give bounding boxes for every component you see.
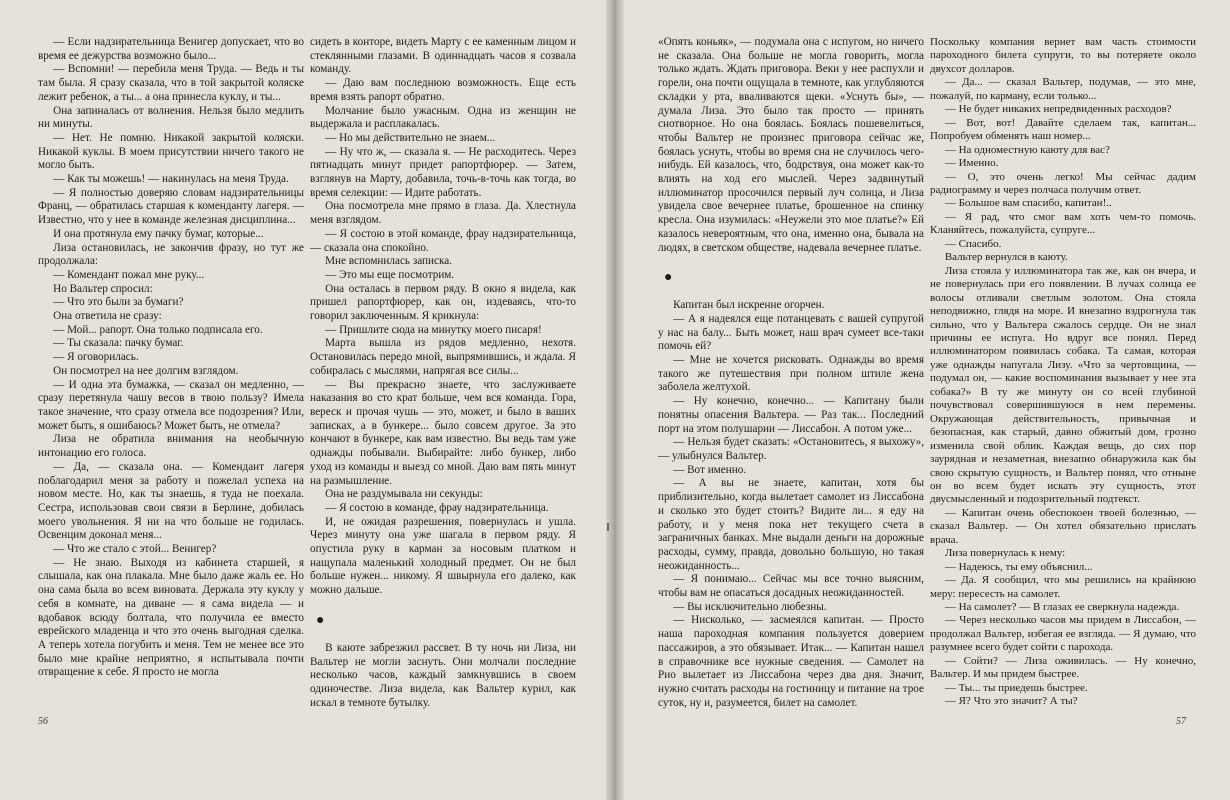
paragraph: — Ты... ты приедешь быстрее. xyxy=(944,681,1088,694)
section-ornament: ● xyxy=(664,270,673,286)
page-number-left: 56 xyxy=(38,716,48,727)
paragraph: — Но мы действительно не знаем... xyxy=(325,131,496,144)
paragraph: Лиза стояла у иллюминатора так же, как он вчера, и не повернулась при его появлении. В лучах солнца ее волосы отливали светлым золотом. Она стояла неподвижно, глядя на море. И внезапно вздрогнула так сильно, что у Вальтера сжалось сердце. Он не знал причины ее испуга. Но вдруг все понял. Перед иллюминатором появилась собака. Та самая, которая уже однажды напугала Лизу. «Что за чертовщина, — подумал он, — какие воспоминания вызывает у нее эта собака?» В ту же минуту он со всей глубиной почувствовал совершившуюся в нем перемены. Окружающая действительность, привычная и безопасная, как старый, давно обжитый дом, грозно изменила свой облик. Каждая вещь, до сих пор заурядная и незаметная, внезапно обнаружила как бы свою скрытую сущность, и Вальтер понял, что отныне он во всем будет искать эту сущность, этот двусмысленный и подозрительный подтекст. xyxy=(930,264,1196,506)
paragraph: — Я состою в этой команде, фрау надзирательница, — сказала она спокойно. xyxy=(310,227,576,254)
paragraph: — На одноместную каюту для вас? xyxy=(944,143,1110,156)
paragraph: — Это мы еще посмотрим. xyxy=(325,268,455,281)
paragraph: — Не будет никаких непредвиденных расходов? xyxy=(944,103,1172,116)
paragraph: Мне вспомнилась записка. xyxy=(325,255,453,268)
paragraph: — Мне не хочется рисковать. Однажды во время такого же путешествия при полном штиле жена заболела желтухой. xyxy=(658,354,924,394)
paragraph: Лиза повернулась к нему: xyxy=(944,547,1066,560)
paragraph: — Как ты можешь! — накинулась на меня Труда. xyxy=(53,173,289,186)
paragraph: — Я рад, что смог вам хоть чем-то помочь. Кланяйтесь, пожалуйста, супруге... xyxy=(930,210,1196,237)
text-column xyxy=(38,36,304,680)
paragraph: — Вот именно. xyxy=(673,463,747,476)
paragraph: — Ты сказала: пачку бумаг. xyxy=(53,337,184,350)
paragraph: — Надеюсь, ты ему объяснил... xyxy=(944,560,1093,573)
paragraph: — Не знаю. Выходя из кабинета старшей, я слышала, как она плакала. Мне было даже жаль ее. Но она сама была во всем виновата. Держала эту куклу у себя в комнате, на диване — я сама видела — и вдобавок всюду болтала, что получила ее вместо еврейского младенца и что это очень выгодная сделка. А теперь хотела погубить и меня. Тем не менее все это было мне крайне неприятно, я испытывала почти отвращение к себе. Я просто не могла xyxy=(38,556,304,679)
paragraph: Он посмотрел на нее долгим взглядом. xyxy=(53,364,239,377)
paragraph: И, не ожидая разрешения, повернулась и ушла. Через минуту она уже шагала в первом ряду. Я опустила руку в карман за носовым платком и нащупала маленький холодный предмет. Он не был больше нужен... никому. Я швырнула его далеко, как можно дальше. xyxy=(310,515,576,597)
paragraph: — Мой... рапорт. Она только подписала его. xyxy=(53,323,263,336)
paragraph: — Спасибо. xyxy=(944,237,1002,250)
section-ornament: ● xyxy=(316,612,325,628)
paragraph: — Комендант пожал мне руку... xyxy=(53,268,205,281)
paragraph: Но Вальтер спросил: xyxy=(53,282,153,295)
paragraph: — Пришлите сюда на минутку моего писаря! xyxy=(325,323,542,336)
paragraph: Капитан был искренне огорчен. xyxy=(673,299,825,312)
paragraph: — Я состою в команде, фрау надзирательница. xyxy=(325,501,549,514)
paragraph: Поскольку компания вернет вам часть стоимости пароходного билета супруги, то вы потеряете около двухсот долларов. xyxy=(930,36,1196,75)
paragraph: Она ответила не сразу: xyxy=(53,310,162,323)
paragraph: — Нельзя будет сказать: «Остановитесь, я выхожу», — улыбнулся Вальтер. xyxy=(658,436,924,462)
paragraph: — Нисколько, — засмеялся капитан. — Просто наша пароходная компания пользуется доверием пассажиров, а это обязывает. Итак... — Капитан нашел в справочнике все нужные сведения. — Самолет на Рио вылетает из Лиссабона через два дня. Значит, нужно считать расходы на гостиницу и питание на трое суток, ну и, разумеется, билет на самолет. xyxy=(658,614,924,709)
paragraph: — Нет. Не помню. Никакой закрытой коляски. Никакой куклы. В моем присутствии ничего такого не могло быть. xyxy=(38,131,304,172)
paragraph: — Что же стало с этой... Венигер? xyxy=(53,543,217,556)
paragraph: — Я понимаю... Сейчас мы все точно выясним, чтобы вам не опасаться досадных неожиданностей. xyxy=(658,573,924,600)
paragraph: сидеть в конторе, видеть Марту с ее каменным лицом и стеклянными глазами. В одиннадцать часов я созвала команду. xyxy=(310,36,576,76)
gutter-mark xyxy=(607,523,609,531)
text-column xyxy=(930,36,1196,709)
paragraph: Лиза не обратила внимания на необычную интонацию его голоса. xyxy=(38,433,304,460)
paragraph: — А я надеялся еще потанцевать с вашей супругой у нас на балу... Быть может, наш врач сумеет все-таки помочь ей? xyxy=(658,312,924,353)
paragraph: — Вы исключительно любезны. xyxy=(673,600,827,613)
text-column xyxy=(658,36,924,710)
paragraph: — Через несколько часов мы придем в Лиссабон, — продолжал Вальтер, избегая ее взгляда. — Я думаю, что разумнее всего будет сойти с парохода. xyxy=(930,614,1196,654)
paragraph: — Даю вам последнюю возможность. Еще есть время взять рапорт обратно. xyxy=(310,77,576,103)
paragraph: — Вспомни! — перебила меня Труда. — Ведь и ты там была. Я сразу сказала, что в той закрытой коляске лежит ребенок, а ты... а она принесла куклу, и ты... xyxy=(38,63,304,103)
paragraph: — Я полностью доверяю словам надзирательницы Франц, — обратилась старшая к коменданту лагеря. — Известно, что у нее в команде железная дисциплина... xyxy=(38,186,304,227)
paragraph: — Капитан очень обеспокоен твоей болезнью, — сказал Вальтер. — Он хотел обязательно прислать врача. xyxy=(930,506,1196,546)
paragraph: — Ну конечно, конечно... — Капитану были понятны опасения Вальтера. — Раз так... Последний порт на этом полушарии — Лиссабон. А потом уже... xyxy=(658,395,924,435)
paragraph: — Если надзирательница Венигер допускает, что во время ее дежурства возможно было... xyxy=(38,36,304,62)
paragraph: «Опять коньяк», — подумала она с испугом, но ничего не сказала. Она больше не могла говорить, могла только ждать. Ждать приговора. Веки у нее распухли и горели, она почти ощущала в темноте, как углубляются складки у рта, вваливаются щеки. «Уснуть бы», — думала Лиза. Это было так просто — принять снотворное. Но она боялась. Боялась пошевелиться, чтобы Вальтер не произнес приговора сейчас же, боялась уснуть, чтобы во время сна не случилось чего-нибудь. Ей казалось, что, бодрствуя, она может как-то влиять на ход его мыслей. Через задвинутый иллюминатор просочился первый луч солнца, и Лиза увидела свое вечернее платье, брошенное на спинку кресла. Она изумилась: «Неужели это мое платье?» Ей казалось невероятным, что она, именно она, бывала на людях, в светском обществе, надевала вечернее платье. xyxy=(658,36,924,254)
paragraph: — Вот, вот! Давайте сделаем так, капитан... Попробуем обменять наш номер... xyxy=(930,116,1196,143)
paragraph: — Именно. xyxy=(944,157,999,170)
paragraph: — Большое вам спасибо, капитан!.. xyxy=(944,197,1112,210)
paragraph: Она посмотрела мне прямо в глаза. Да. Хлестнула меня взглядом. xyxy=(310,200,576,227)
paragraph: Лиза остановилась, не закончив фразу, но тут же продолжала: xyxy=(38,241,304,268)
paragraph: — Что это были за бумаги? xyxy=(53,296,184,309)
paragraph: И она протянула ему пачку бумаг, которые... xyxy=(53,227,264,240)
paragraph: — И одна эта бумажка, — сказал он медленно, — сразу перетянула чашу весов в твою пользу? Имела такое значение, что сразу отмела все подозрения? Или, может быть, я ошибаюсь? Может быть, не отмела? xyxy=(38,378,304,432)
paragraph: — Сойти? — Лиза оживилась. — Ну конечно, Вальтер. И мы придем быстрее. xyxy=(930,654,1196,681)
paragraph: — Вы прекрасно знаете, что заслуживаете наказания во сто крат больше, чем вся команда. Гора, вереск и прочая чушь — это, может, и было в ваших записках, а в бункере... было совсем другое. За это кончают в бункере, как вам известно. Вы ведь там уже однажды побывали. Выбирайте: либо бункер, либо уход из команды и выезд со мной. Даю вам пять минут на размышление. xyxy=(310,378,576,487)
paragraph: Она осталась в первом ряду. В окно я видела, как пришел рапортфюрер, как он, издеваясь, что-то говорил заключенным. Я крикнула: xyxy=(310,282,576,323)
paragraph: — Да... — сказал Вальтер, подумав, — это мне, пожалуй, по карману, если только... xyxy=(930,76,1196,102)
paragraph: Вальтер вернулся в каюту. xyxy=(944,251,1068,264)
book-gutter xyxy=(606,0,624,800)
paragraph: — Да. Я сообщил, что мы решились на крайнюю меру: пересесть на самолет. xyxy=(930,574,1196,600)
paragraph: Она запиналась от волнения. Нельзя было медлить ни минуты. xyxy=(38,104,304,131)
paragraph: — А вы не знаете, капитан, хотя бы приблизительно, когда вылетает самолет из Лиссабона и сколько это будет стоить? Видите ли... я еду на работу, и у меня пока нет текущего счета в заграничных банках. Мне выдали деньги на дорожные расходы, сумму, правда, довольно большую, но такая неожиданность... xyxy=(658,477,924,572)
paragraph: — Я оговорилась. xyxy=(53,351,139,364)
paragraph: Она не раздумывала ни секунды: xyxy=(325,488,483,501)
text-column xyxy=(310,36,576,710)
paragraph: — Ну что ж, — сказала я. — Не расходитесь. Через пятнадцать минут придет рапортфюрер. — Затем, взглянув на Марту, добавила, точь-в-точь как тогда, во время селекции: — Идите работать. xyxy=(310,145,576,199)
paragraph: Молчание было ужасным. Одна из женщин не выдержала и расплакалась. xyxy=(310,104,576,131)
paragraph: В каюте забрезжил рассвет. В ту ночь ни Лиза, ни Вальтер не могли заснуть. Они молчали последние несколько часов, каждый замкнувшись в своем одиночестве. Лиза видела, как Вальтер курил, как искал в темноте бутылку. xyxy=(310,641,576,709)
paragraph: Марта вышла из рядов медленно, нехотя. Остановилась передо мной, выпрямившись, и ждала. Я собиралась с мыслями, напрягая все силы... xyxy=(310,337,576,377)
paragraph: — На самолет? — В глазах ее сверкнула надежда. xyxy=(944,601,1180,614)
paragraph: — Да, — сказала она. — Комендант лагеря поблагодарил меня за работу и пожелал успеха на новом месте. Но, как ты знаешь, я туда не поехала. Сестра, использовав свои связи в Берлине, добилась моего увольнения. Я ни на что больше не годилась. Освенцим доконал меня... xyxy=(38,460,304,542)
paragraph: — Я? Что это значит? А ты? xyxy=(944,695,1078,708)
paragraph: — О, это очень легко! Мы сейчас дадим радиограмму и через полчаса получим ответ. xyxy=(930,170,1196,196)
page-number-right: 57 xyxy=(1176,716,1186,727)
